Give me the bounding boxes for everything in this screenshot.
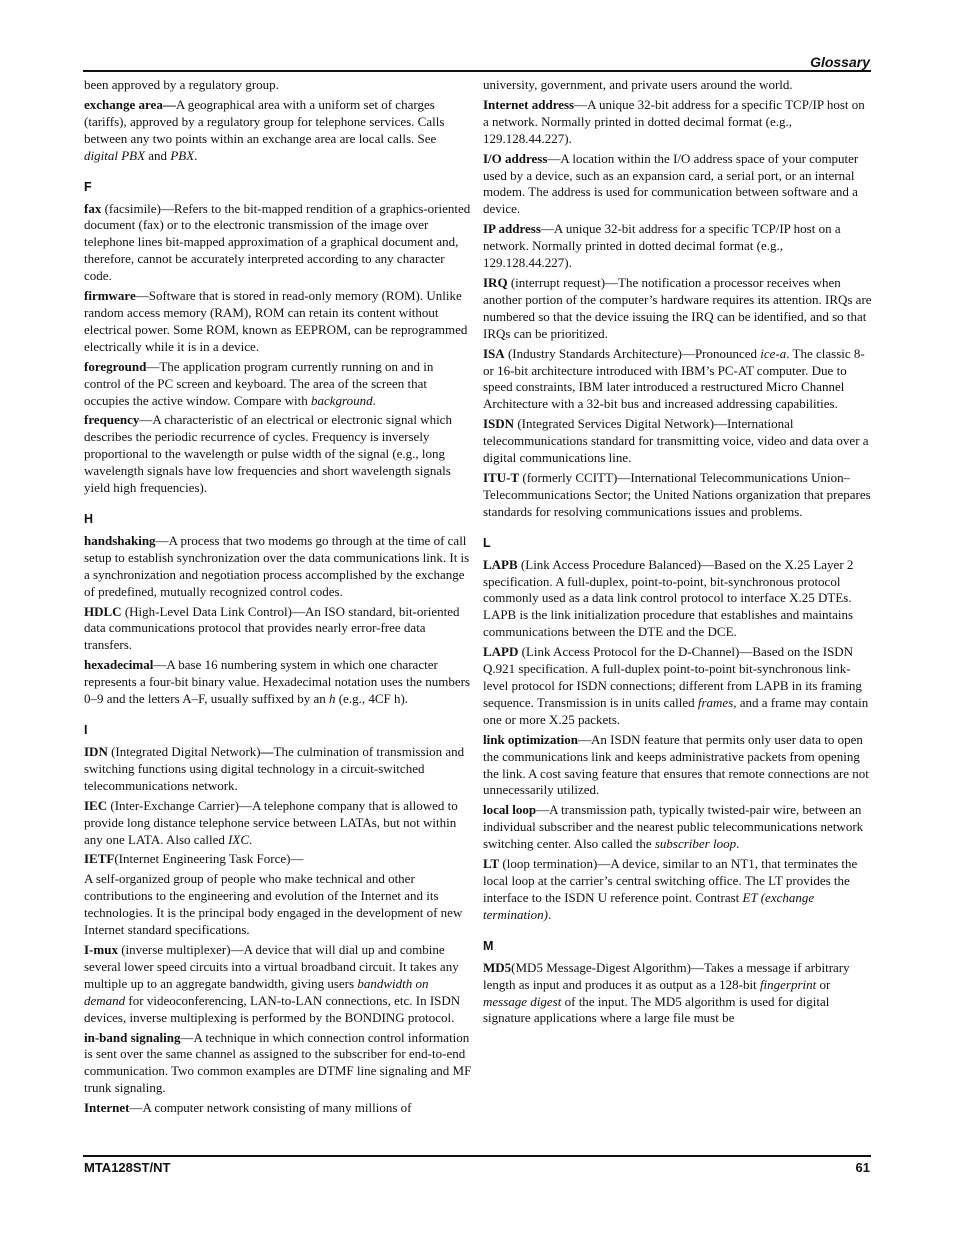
footer-divider — [83, 1155, 871, 1157]
cross-reference: frames — [697, 694, 734, 710]
connector-text: or — [816, 976, 831, 992]
definition: (inverse multiplexer)—A device that will dial up and combine several lower speed circuits into a virtual broadband circuit. It takes any multiple up to an aggregate bandwidth, giving users — [84, 941, 459, 991]
header-divider — [83, 70, 871, 72]
term: fax — [84, 200, 102, 216]
continued-text: been approved by a regulatory group. — [84, 77, 279, 92]
page-header-title: Glossary — [810, 54, 870, 70]
term: IP address — [483, 221, 541, 237]
em-dash: — — [260, 744, 274, 759]
term: Internet — [84, 1100, 130, 1116]
glossary-entry-lapb — [483, 557, 873, 642]
term: IEC — [84, 797, 108, 813]
term: LAPD — [483, 644, 519, 660]
definition-end: . — [249, 831, 253, 847]
glossary-entry-ietf-body: A self-organized group of people who make technical and other contributions to the engineering and evolution of the Internet and its technologies. It is the principal body engaged in the development of new Internet standard specifications. — [84, 871, 463, 938]
definition: (High-Level Data Link Control)—An ISO standard, bit-oriented data communications protocol that provides nearly error-free data transfers. — [84, 603, 460, 653]
glossary-entry-irq — [483, 275, 873, 343]
glossary-entry-fax — [84, 201, 472, 286]
connector-text: and — [145, 147, 171, 163]
cross-reference: background — [310, 392, 373, 408]
term: foreground — [84, 358, 147, 374]
definition: (Integrated Services Digital Network)—International telecommunications standard for transmitting voice, video and data over a digital communications line. — [483, 416, 869, 466]
glossary-entry-handshaking — [84, 533, 472, 601]
cross-reference: IXC — [228, 831, 250, 847]
cross-reference: message digest — [483, 993, 562, 1009]
definition: (interrupt request)—The notification a processor receives when another portion of the computer’s hardware requires its attention. IRQs are numbered so that the device issuing the IRQ can be identified, and so that IRQs can be prioritized. — [483, 274, 872, 341]
definition: —A characteristic of an electrical or electronic signal which describes the periodic recurrence of cycles. Frequency is inversely proportional to the wavelength or pulse width of the signal (e.g., long wavelength signals have low frequencies and short wavelength signals yield high frequencies). — [84, 412, 452, 496]
definition: —A process that two modems go through at the time of call setup to establish synchronization over the data communications link. It is a synchronization and negotiation process accomplished by the exchange of predefined, mutually recognized control codes. — [84, 532, 470, 599]
definition: (loop termination)—A device, similar to an NT1, that terminates the local loop at the carrier’s central switching office. The LT provides the interface to the ISDN U reference point. Contrast — [483, 856, 858, 905]
definition: (Link Access Procedure Balanced)—Based on the X.25 Layer 2 specification. A full-duplex, point-to-point, bit-synchronous protocol commonly used as a data link control protocol to interface X.25 DTEs. LAPB is the link initialization procedure that establishes and maintains communications between the DTE and the DCE. — [483, 556, 854, 640]
definition-end: . — [548, 906, 552, 922]
definition-end: . The classic 8- or 16-bit architecture introduced with IBM’s PC-AT computer. Due to speed constraints, IBM later introduced a restructured Micro Channel Architecture with a 32-bit bus and increased addressing capabilities. — [483, 345, 865, 412]
term: frequency — [84, 412, 140, 428]
cross-reference: ice-a — [760, 345, 787, 361]
right-column — [483, 77, 873, 1030]
definition: (Link Access Protocol for the D-Channel)—Based on the ISDN Q.921 specification. A full-duplex point-to-point bit-synchronous link-level protocol for ISDN connections; different from LAPB in its framing sequence. Transmission is in units called — [483, 644, 862, 710]
glossary-entry-lt — [483, 856, 873, 924]
glossary-entry-firmware — [84, 288, 472, 356]
cross-reference: PBX — [170, 147, 195, 163]
term: ISA — [483, 345, 505, 361]
glossary-entry-md5 — [483, 960, 873, 1028]
glossary-entry-imux — [84, 942, 472, 1027]
term: ISDN — [483, 416, 515, 432]
footer-product-name: MTA128ST/NT — [84, 1160, 171, 1175]
section-heading-h: H — [84, 511, 94, 526]
definition: —A base 16 numbering system in which one character represents a four-bit binary value. Hexadecimal notation uses the numbers 0–9 and the letters A–F, usually suffixed by an — [84, 657, 471, 707]
definition: —An ISDN feature that permits only user data to open the communications link and keeps administrative packets from opening the link. A cost saving feature that ensures that remote connections are not unnecessarily utilized. — [483, 731, 869, 798]
glossary-entry-foreground — [84, 359, 472, 410]
continued-text: university, government, and private users around the world. — [483, 77, 793, 92]
glossary-entry-in-band-signaling — [84, 1030, 472, 1098]
cross-reference: subscriber loop — [654, 836, 737, 852]
term: LT — [483, 856, 500, 872]
definition-end: . — [194, 147, 198, 163]
cross-reference: h — [328, 691, 336, 707]
left-column — [84, 77, 472, 1120]
glossary-entry-ip-address — [483, 221, 873, 272]
definition: —A computer network consisting of many millions of — [129, 1100, 412, 1116]
term: I/O address — [483, 150, 548, 166]
cross-reference: ET (exchange termination) — [483, 889, 815, 922]
definition: —A unique 32-bit address for a specific TCP/IP host on a network. Normally printed in dotted decimal format (e.g., 129.128.44.227). — [483, 221, 841, 271]
term: exchange area— — [84, 96, 176, 112]
term: MD5 — [483, 959, 512, 975]
glossary-entry-idn — [84, 744, 472, 795]
term: firmware — [84, 288, 136, 304]
definition: —The application program currently running on and in control of the PC screen and keyboard. The area of the screen that occupies the active window. Compare with — [84, 358, 434, 408]
term: ITU-T — [483, 469, 520, 485]
glossary-entry-iec — [84, 798, 472, 849]
term: IRQ — [483, 274, 508, 290]
section-heading-i: I — [84, 723, 88, 737]
term: local loop — [483, 802, 537, 818]
term: HDLC — [84, 603, 122, 619]
definition-end: , and a frame may contain one or more X.25 packets. — [483, 694, 869, 727]
glossary-entry-lapd — [483, 644, 873, 729]
definition: —Software that is stored in read-only memory (ROM). Unlike random access memory (RAM), ROM can retain its content without electrical power. Some ROM, known as EEPROM, can be reprogrammed electrically while it is in a device. — [84, 288, 468, 354]
definition: —A location within the I/O address space of your computer used by a device, such as an expansion card, a serial port, or an internal modem. The address is used for communication between software and a device. — [483, 150, 859, 217]
section-heading-m: M — [483, 938, 494, 953]
footer-page-number: 61 — [855, 1160, 870, 1175]
definition: (Internet Engineering Task Force)— — [114, 851, 304, 867]
term: LAPB — [483, 556, 518, 572]
definition: (Industry Standards Architecture)—Pronounced — [504, 345, 761, 361]
glossary-entry-frequency — [84, 412, 472, 497]
term: IETF — [84, 851, 115, 867]
cross-reference: fingerprint — [759, 976, 817, 992]
definition-end: (e.g., 4CF h). — [335, 691, 409, 707]
definition-end: . — [736, 836, 740, 852]
glossary-entry-internet — [84, 1100, 472, 1117]
glossary-entry-hexadecimal — [84, 657, 472, 708]
glossary-entry-isa — [483, 346, 873, 414]
definition: A geographical area with a uniform set of charges (tariffs), approved by a regulatory group for telephone services. Calls between any two points within an exchange area are local calls. See — [84, 96, 445, 146]
glossary-entry-internet-address — [483, 97, 873, 148]
definition: —A transmission path, typically twisted-pair wire, between an individual subscriber and the nearest public telecommunications network switching center. Also called the — [483, 802, 864, 852]
definition-end: of the input. The MD5 algorithm is used for digital signature applications where a large file must be — [483, 993, 830, 1026]
definition: —A unique 32-bit address for a specific TCP/IP host on a network. Normally printed in dotted decimal format (e.g., 129.128.44.227). — [483, 96, 865, 146]
section-heading-l: L — [483, 535, 491, 550]
section-heading-f: F — [84, 179, 92, 194]
definition: The culmination of transmission and switching functions using digital technology in a circuit-switched telecommunications network. — [84, 744, 465, 793]
glossary-entry-exchange-area — [84, 97, 472, 165]
term: Internet address — [483, 96, 575, 112]
definition: (formerly CCITT)—International Telecommunications Union–Telecommunications Sector; the United Nations organization that prepares standards for resolving communications issues and problems. — [483, 469, 871, 519]
term: hexadecimal — [84, 657, 154, 673]
definition: (facsimile)—Refers to the bit-mapped rendition of a graphics-oriented document (fax) or to the electronic transmission of the image over telephone lines bit-mapped approximation of a graphical document and, therefore, cannot be accurately interpreted according to any character code. — [84, 200, 471, 284]
definition-end: . — [372, 392, 376, 408]
definition: —A technique in which connection control information is sent over the same channel as assigned to the subscriber for end-to-end communication. Two common examples are DTMF line signaling and MF trunk signaling. — [84, 1029, 472, 1096]
term: link optimization — [483, 731, 578, 747]
term: I-mux — [84, 941, 118, 957]
cross-reference: bandwidth on demand — [84, 975, 429, 1008]
cross-reference: digital PBX — [84, 147, 146, 163]
term: in-band signaling — [84, 1029, 181, 1045]
definition-end: for videoconferencing, LAN-to-LAN connections, etc. In ISDN devices, inverse multiplexing is performed by the BONDING protocol. — [84, 992, 461, 1025]
glossary-entry-itu-t — [483, 470, 873, 521]
glossary-entry-hdlc — [84, 604, 472, 655]
glossary-entry-link-optimization — [483, 732, 873, 800]
glossary-entry-isdn — [483, 416, 873, 467]
term: IDN — [84, 744, 108, 759]
term: handshaking — [84, 532, 156, 548]
definition: (Inter-Exchange Carrier)—A telephone company that is allowed to provide long distance telephone service between LATAs, but not within any one LATA. Also called — [84, 797, 458, 847]
definition-qualifier: (Integrated Digital Network) — [107, 744, 261, 759]
glossary-entry-io-address — [483, 151, 873, 219]
glossary-entry-local-loop — [483, 802, 873, 853]
glossary-entry-ietf — [84, 851, 472, 868]
definition: (MD5 Message-Digest Algorithm)—Takes a message if arbitrary length as input and produces it as output as a 128-bit — [483, 959, 850, 992]
